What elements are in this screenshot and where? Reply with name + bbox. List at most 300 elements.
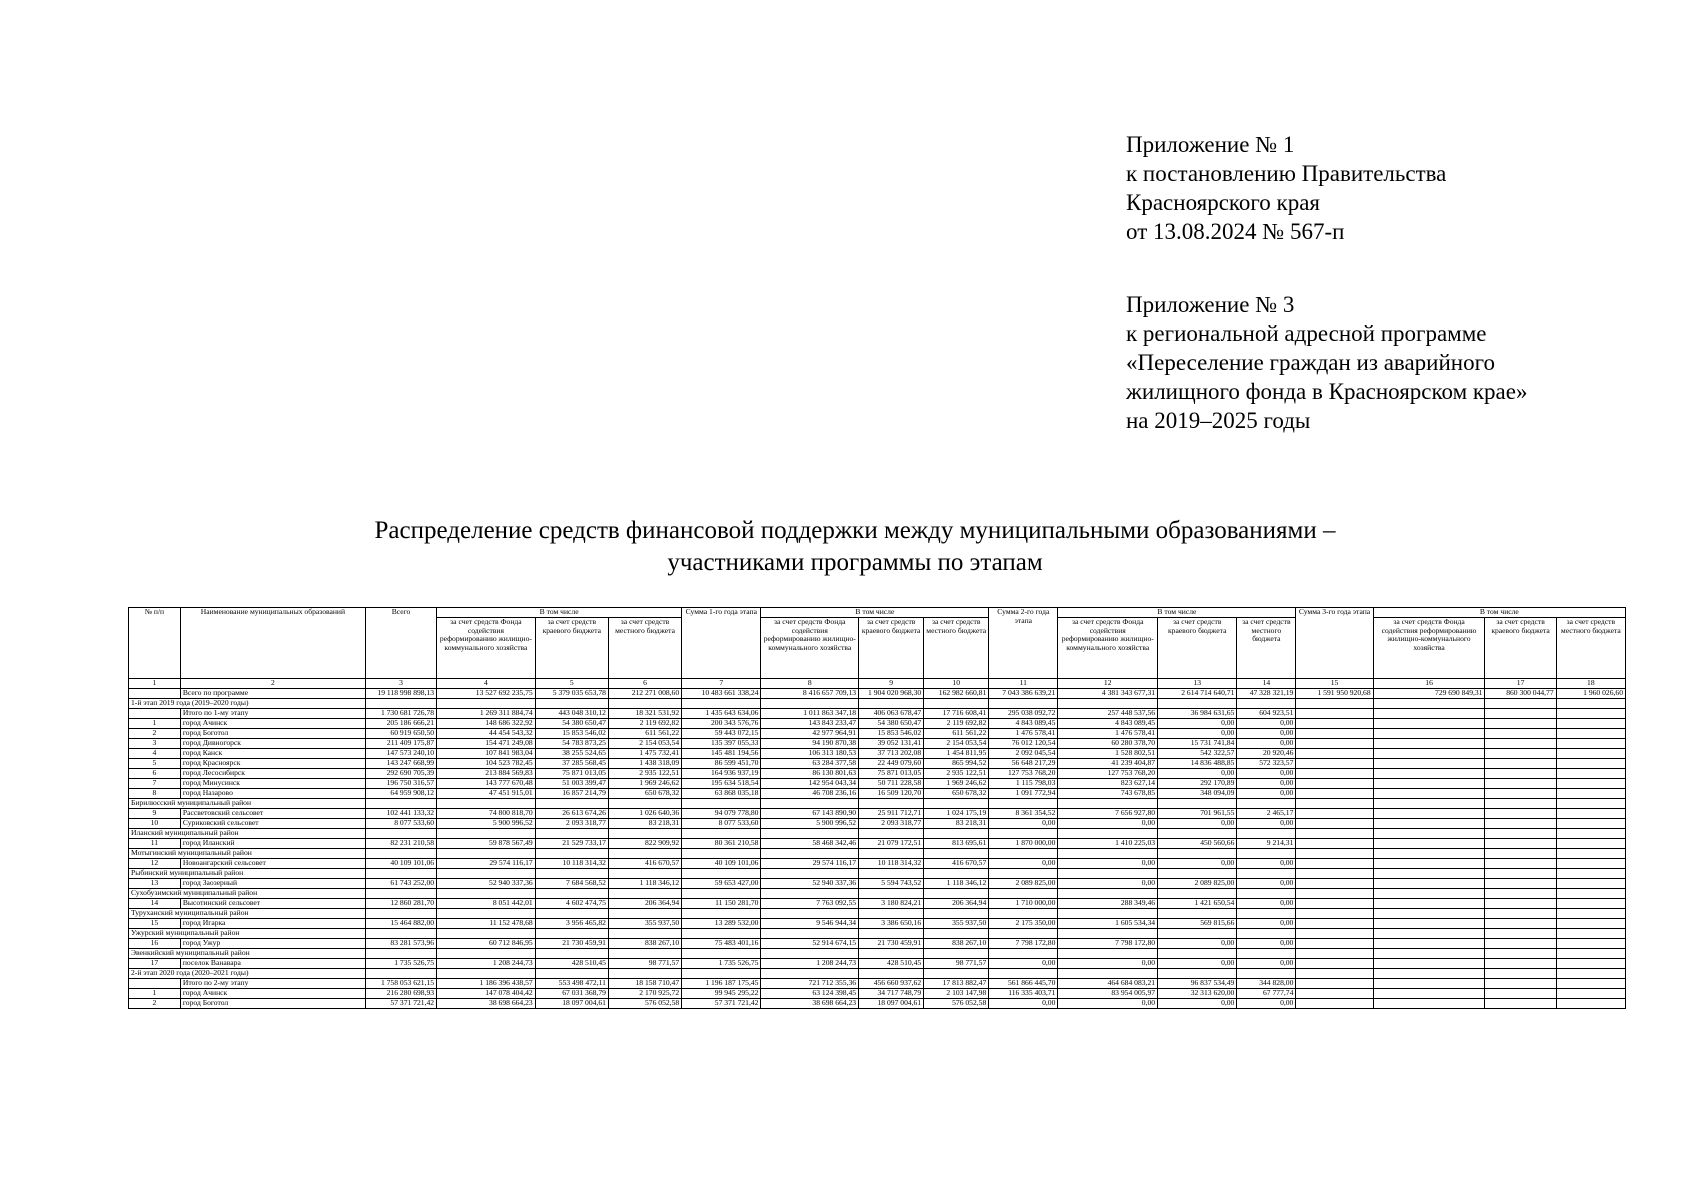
row-number: 14	[129, 898, 181, 908]
row-number: 7	[129, 778, 181, 788]
amount-cell: 0,00	[1158, 858, 1237, 868]
header-regional: за счет средств краевого бюджета	[535, 617, 608, 678]
amount-cell: 0,00	[1158, 718, 1237, 728]
empty-cell	[535, 928, 608, 938]
amount-cell: 212 271 008,60	[608, 688, 681, 698]
amount-cell: 26 613 674,26	[535, 808, 608, 818]
empty-cell	[1158, 848, 1237, 858]
section-row	[129, 698, 1626, 708]
amount-cell: 1 454 811,95	[924, 748, 989, 758]
amount-cell: 456 660 937,62	[859, 978, 924, 988]
amount-cell: 63 284 377,58	[761, 758, 859, 768]
amount-cell: 0,00	[1237, 998, 1296, 1008]
amount-cell: 823 627,14	[1058, 778, 1158, 788]
section-row	[129, 848, 1626, 858]
appendix-3-line: Приложение № 3	[1126, 292, 1295, 317]
table-row	[129, 958, 1626, 968]
amount-cell	[1296, 818, 1373, 828]
amount-cell	[1485, 708, 1556, 718]
amount-cell: 464 684 083,21	[1058, 978, 1158, 988]
amount-cell: 1 758 053 621,15	[365, 978, 436, 988]
amount-cell	[1296, 958, 1373, 968]
municipality-name: город Ачинск	[180, 988, 365, 998]
empty-cell	[1158, 908, 1237, 918]
header-stage1: Сумма 1-го года этапа	[682, 608, 761, 679]
empty-cell	[535, 968, 608, 978]
amount-cell	[1485, 958, 1556, 968]
amount-cell: 50 711 228,58	[859, 778, 924, 788]
municipality-name: город Ужур	[180, 938, 365, 948]
empty-cell	[761, 908, 859, 918]
amount-cell: 0,00	[1237, 788, 1296, 798]
empty-cell	[761, 948, 859, 958]
amount-cell: 650 678,32	[924, 788, 989, 798]
empty-cell	[437, 848, 536, 858]
amount-cell: 18 097 004,61	[859, 998, 924, 1008]
empty-cell	[989, 698, 1058, 708]
amount-cell: 355 937,50	[924, 918, 989, 928]
amount-cell	[1296, 938, 1373, 948]
amount-cell: 47 451 915,01	[437, 788, 536, 798]
empty-cell	[437, 868, 536, 878]
amount-cell: 344 828,00	[1237, 978, 1296, 988]
appendix-1-line: к постановлению Правительства	[1126, 161, 1447, 186]
amount-cell	[1373, 818, 1485, 828]
amount-cell	[1296, 988, 1373, 998]
header-fund: за счет средств Фонда содействия реформированию жилищно-коммунального хозяйства	[1058, 617, 1158, 678]
amount-cell: 650 678,32	[608, 788, 681, 798]
amount-cell: 15 464 882,00	[365, 918, 436, 928]
empty-cell	[437, 698, 536, 708]
amount-cell: 0,00	[1237, 918, 1296, 928]
amount-cell: 2 119 692,82	[608, 718, 681, 728]
amount-cell: 4 602 474,75	[535, 898, 608, 908]
municipality-name: Новоангарский сельсовет	[180, 858, 365, 868]
amount-cell	[1485, 838, 1556, 848]
amount-cell: 2 103 147,98	[924, 988, 989, 998]
empty-cell	[989, 928, 1058, 938]
table-row	[129, 998, 1626, 1008]
empty-cell	[535, 698, 608, 708]
amount-cell: 59 878 567,49	[437, 838, 536, 848]
amount-cell: 1 118 346,12	[924, 878, 989, 888]
column-number: 17	[1485, 678, 1556, 688]
column-number: 7	[682, 678, 761, 688]
amount-cell	[1556, 918, 1625, 928]
row-number: 15	[129, 918, 181, 928]
amount-cell: 7 798 172,80	[989, 938, 1058, 948]
amount-cell: 0,00	[1237, 718, 1296, 728]
amount-cell: 0,00	[1058, 958, 1158, 968]
empty-cell	[365, 828, 436, 838]
amount-cell: 0,00	[1158, 958, 1237, 968]
table-row	[129, 918, 1626, 928]
amount-cell: 1 735 526,75	[365, 958, 436, 968]
amount-cell: 40 109 101,06	[365, 858, 436, 868]
amount-cell: 54 783 873,25	[535, 738, 608, 748]
amount-cell: 428 510,45	[859, 958, 924, 968]
amount-cell: 822 909,92	[608, 838, 681, 848]
amount-cell: 40 109 101,06	[682, 858, 761, 868]
empty-cell	[859, 948, 924, 958]
empty-cell	[1058, 868, 1158, 878]
amount-cell	[1485, 938, 1556, 948]
amount-cell: 1 421 650,54	[1158, 898, 1237, 908]
column-number: 2	[180, 678, 365, 688]
amount-cell: 4 843 089,45	[989, 718, 1058, 728]
amount-cell: 94 190 870,38	[761, 738, 859, 748]
amount-cell: 572 323,57	[1237, 758, 1296, 768]
row-number: 10	[129, 818, 181, 828]
table-row	[129, 738, 1626, 748]
amount-cell: 145 481 194,56	[682, 748, 761, 758]
amount-cell: 143 843 233,47	[761, 718, 859, 728]
empty-cell	[1058, 968, 1158, 978]
column-number: 13	[1158, 678, 1237, 688]
amount-cell	[1485, 918, 1556, 928]
empty-cell	[1058, 848, 1158, 858]
empty-cell	[365, 848, 436, 858]
amount-cell	[1556, 978, 1625, 988]
document-title	[120, 515, 1590, 579]
amount-cell: 729 690 849,31	[1373, 688, 1485, 698]
amount-cell: 83 281 573,96	[365, 938, 436, 948]
distribution-table	[128, 607, 1626, 1009]
municipality-name: город Красноярск	[180, 758, 365, 768]
amount-cell: 52 914 674,15	[761, 938, 859, 948]
appendix-3-line: жилищного фонда в Красноярском крае»	[1126, 379, 1528, 404]
amount-cell: 1 115 798,03	[989, 778, 1058, 788]
amount-cell	[1556, 808, 1625, 818]
amount-cell: 611 561,22	[608, 728, 681, 738]
section-label: Бирилюсский муниципальный район	[129, 798, 366, 808]
amount-cell	[1485, 808, 1556, 818]
amount-cell: 75 871 013,05	[859, 768, 924, 778]
amount-cell: 116 335 403,71	[989, 988, 1058, 998]
empty-cell	[1237, 928, 1296, 938]
amount-cell: 11 150 281,70	[682, 898, 761, 908]
amount-cell	[1556, 838, 1625, 848]
empty-cell	[365, 928, 436, 938]
amount-cell: 59 653 427,00	[682, 878, 761, 888]
amount-cell	[1556, 708, 1625, 718]
empty-cell	[1158, 698, 1237, 708]
empty-cell	[365, 968, 436, 978]
column-number: 8	[761, 678, 859, 688]
municipality-name: Всего по программе	[180, 688, 365, 698]
amount-cell: 21 079 172,51	[859, 838, 924, 848]
amount-cell	[1556, 958, 1625, 968]
row-number: 8	[129, 788, 181, 798]
empty-cell	[682, 798, 761, 808]
empty-cell	[365, 868, 436, 878]
table-row	[129, 938, 1626, 948]
row-number: 9	[129, 808, 181, 818]
amount-cell: 82 231 210,58	[365, 838, 436, 848]
amount-cell	[1556, 938, 1625, 948]
amount-cell: 14 836 488,85	[1158, 758, 1237, 768]
amount-cell	[1373, 898, 1485, 908]
empty-cell	[437, 948, 536, 958]
empty-cell	[1556, 908, 1625, 918]
amount-cell: 42 977 964,91	[761, 728, 859, 738]
amount-cell: 1 969 246,62	[608, 778, 681, 788]
empty-cell	[859, 798, 924, 808]
empty-cell	[608, 698, 681, 708]
amount-cell: 10 118 314,32	[535, 858, 608, 868]
row-number: 17	[129, 958, 181, 968]
amount-cell: 1 528 802,51	[1058, 748, 1158, 758]
amount-cell: 2 935 122,51	[608, 768, 681, 778]
amount-cell: 102 441 133,32	[365, 808, 436, 818]
amount-cell: 7 684 568,52	[535, 878, 608, 888]
amount-cell: 1 269 311 884,74	[437, 708, 536, 718]
amount-cell: 7 043 386 639,21	[989, 688, 1058, 698]
amount-cell: 15 731 741,84	[1158, 738, 1237, 748]
amount-cell: 206 364,94	[924, 898, 989, 908]
amount-cell	[1296, 718, 1373, 728]
empty-cell	[1237, 968, 1296, 978]
amount-cell: 200 343 576,76	[682, 718, 761, 728]
amount-cell: 416 670,57	[608, 858, 681, 868]
empty-cell	[437, 888, 536, 898]
amount-cell	[1296, 778, 1373, 788]
amount-cell	[1296, 758, 1373, 768]
column-number: 4	[437, 678, 536, 688]
amount-cell	[1485, 988, 1556, 998]
amount-cell: 1 591 950 920,68	[1296, 688, 1373, 698]
amount-cell: 196 750 316,57	[365, 778, 436, 788]
empty-cell	[859, 848, 924, 858]
municipality-name: город Игарка	[180, 918, 365, 928]
amount-cell: 3 956 465,82	[535, 918, 608, 928]
empty-cell	[535, 948, 608, 958]
row-number: 3	[129, 738, 181, 748]
table-row	[129, 818, 1626, 828]
empty-cell	[1373, 828, 1485, 838]
empty-cell	[1373, 928, 1485, 938]
amount-cell	[1556, 738, 1625, 748]
table-row	[129, 778, 1626, 788]
amount-cell	[1485, 978, 1556, 988]
table-row	[129, 688, 1626, 698]
amount-cell: 2 093 318,77	[535, 818, 608, 828]
header-incl-1: В том числе	[437, 608, 682, 618]
amount-cell	[1373, 708, 1485, 718]
table-row	[129, 768, 1626, 778]
column-number: 12	[1058, 678, 1158, 688]
amount-cell: 0,00	[1058, 998, 1158, 1008]
amount-cell: 8 077 533,60	[365, 818, 436, 828]
amount-cell	[1373, 778, 1485, 788]
amount-cell: 1 091 772,94	[989, 788, 1058, 798]
amount-cell: 2 170 925,72	[608, 988, 681, 998]
empty-cell	[1058, 908, 1158, 918]
amount-cell: 0,00	[1237, 818, 1296, 828]
empty-cell	[761, 968, 859, 978]
amount-cell: 443 048 310,12	[535, 708, 608, 718]
amount-cell: 416 670,57	[924, 858, 989, 868]
amount-cell: 75 871 013,05	[535, 768, 608, 778]
empty-cell	[1237, 888, 1296, 898]
empty-cell	[1373, 848, 1485, 858]
amount-cell: 292 170,89	[1158, 778, 1237, 788]
amount-cell	[1485, 818, 1556, 828]
empty-cell	[1556, 968, 1625, 978]
amount-cell	[1485, 758, 1556, 768]
empty-cell	[437, 828, 536, 838]
amount-cell: 838 267,10	[608, 938, 681, 948]
amount-cell: 576 052,58	[924, 998, 989, 1008]
amount-cell: 57 371 721,42	[365, 998, 436, 1008]
amount-cell: 542 322,57	[1158, 748, 1237, 758]
municipality-name: город Боготол	[180, 998, 365, 1008]
table-row	[129, 788, 1626, 798]
section-row	[129, 828, 1626, 838]
amount-cell: 257 448 537,56	[1058, 708, 1158, 718]
municipality-name: Итого по 1-му этапу	[180, 708, 365, 718]
empty-cell	[608, 968, 681, 978]
amount-cell: 205 186 666,21	[365, 718, 436, 728]
empty-cell	[682, 868, 761, 878]
section-label: 2-й этап 2020 года (2020–2021 годы)	[129, 968, 366, 978]
amount-cell: 147 078 404,42	[437, 988, 536, 998]
empty-cell	[608, 888, 681, 898]
empty-cell	[989, 968, 1058, 978]
header-incl-4: В том числе	[1373, 608, 1625, 618]
municipality-name: Итого по 2-му этапу	[180, 978, 365, 988]
empty-cell	[437, 908, 536, 918]
empty-cell	[1485, 928, 1556, 938]
municipality-name: город Назарово	[180, 788, 365, 798]
amount-cell: 127 753 768,20	[989, 768, 1058, 778]
amount-cell: 46 708 236,16	[761, 788, 859, 798]
amount-cell: 37 285 568,45	[535, 758, 608, 768]
column-number: 5	[535, 678, 608, 688]
amount-cell: 213 884 569,83	[437, 768, 536, 778]
column-number: 16	[1373, 678, 1485, 688]
empty-cell	[682, 908, 761, 918]
amount-cell: 1 735 526,75	[682, 958, 761, 968]
empty-cell	[1237, 868, 1296, 878]
amount-cell	[1373, 768, 1485, 778]
amount-cell: 8 416 657 709,13	[761, 688, 859, 698]
column-number: 14	[1237, 678, 1296, 688]
empty-cell	[1485, 848, 1556, 858]
empty-cell	[608, 848, 681, 858]
empty-cell	[761, 888, 859, 898]
amount-cell: 2 093 318,77	[859, 818, 924, 828]
empty-cell	[859, 828, 924, 838]
empty-cell	[989, 848, 1058, 858]
empty-cell	[1485, 798, 1556, 808]
section-row	[129, 968, 1626, 978]
amount-cell: 10 118 314,32	[859, 858, 924, 868]
row-number: 2	[129, 998, 181, 1008]
amount-cell: 57 371 721,42	[682, 998, 761, 1008]
amount-cell	[1485, 718, 1556, 728]
amount-cell: 13 527 692 235,75	[437, 688, 536, 698]
empty-cell	[682, 968, 761, 978]
appendix-3-line: к региональной адресной программе	[1126, 321, 1487, 346]
amount-cell: 406 063 678,47	[859, 708, 924, 718]
municipality-name: город Дивногорск	[180, 738, 365, 748]
empty-cell	[989, 828, 1058, 838]
amount-cell: 41 239 404,87	[1058, 758, 1158, 768]
amount-cell: 18 321 531,92	[608, 708, 681, 718]
municipality-name: город Канск	[180, 748, 365, 758]
document-title-line: Распределение средств финансовой поддержки между муниципальными образованиями –	[374, 517, 1336, 544]
amount-cell: 1 024 175,19	[924, 808, 989, 818]
table-row	[129, 748, 1626, 758]
section-row	[129, 888, 1626, 898]
amount-cell: 21 730 459,91	[859, 938, 924, 948]
amount-cell: 4 381 343 677,31	[1058, 688, 1158, 698]
amount-cell: 0,00	[989, 958, 1058, 968]
appendix-1-line: Приложение № 1	[1126, 132, 1295, 157]
table-row	[129, 898, 1626, 908]
empty-cell	[924, 908, 989, 918]
empty-cell	[1485, 698, 1556, 708]
header-stage2: Сумма 2-го года этапа	[989, 608, 1058, 679]
row-number: 2	[129, 728, 181, 738]
amount-cell: 11 152 478,68	[437, 918, 536, 928]
municipality-name: Высотинский сельсовет	[180, 898, 365, 908]
empty-cell	[608, 868, 681, 878]
amount-cell: 38 698 664,23	[761, 998, 859, 1008]
amount-cell: 5 900 996,52	[761, 818, 859, 828]
appendix-3-line: «Переселение граждан из аварийного	[1126, 350, 1495, 375]
empty-cell	[859, 888, 924, 898]
amount-cell	[1485, 748, 1556, 758]
amount-cell: 1 904 020 968,30	[859, 688, 924, 698]
row-number	[129, 708, 181, 718]
amount-cell: 569 815,66	[1158, 918, 1237, 928]
amount-cell: 1 960 026,60	[1556, 688, 1625, 698]
amount-cell: 39 052 131,41	[859, 738, 924, 748]
amount-cell: 104 523 782,45	[437, 758, 536, 768]
empty-cell	[535, 848, 608, 858]
amount-cell: 8 051 442,01	[437, 898, 536, 908]
section-row	[129, 948, 1626, 958]
empty-cell	[1296, 698, 1373, 708]
empty-cell	[1556, 798, 1625, 808]
amount-cell	[1373, 978, 1485, 988]
header-local: за счет средств местного бюджета	[1556, 617, 1625, 678]
empty-cell	[1485, 908, 1556, 918]
amount-cell: 9 546 944,34	[761, 918, 859, 928]
amount-cell: 1 118 346,12	[608, 878, 681, 888]
amount-cell	[1485, 788, 1556, 798]
amount-cell: 2 154 053,54	[608, 738, 681, 748]
amount-cell: 5 594 743,52	[859, 878, 924, 888]
empty-cell	[608, 928, 681, 938]
amount-cell	[1296, 768, 1373, 778]
section-label: Эвенкийский муниципальный район	[129, 948, 366, 958]
empty-cell	[437, 928, 536, 938]
amount-cell: 47 328 321,19	[1237, 688, 1296, 698]
amount-cell: 0,00	[1158, 768, 1237, 778]
empty-cell	[365, 698, 436, 708]
section-row	[129, 908, 1626, 918]
empty-cell	[535, 888, 608, 898]
empty-cell	[608, 798, 681, 808]
amount-cell: 2 089 825,00	[989, 878, 1058, 888]
amount-cell: 2 465,17	[1237, 808, 1296, 818]
municipality-name: город Заозерный	[180, 878, 365, 888]
row-number: 1	[129, 988, 181, 998]
empty-cell	[924, 848, 989, 858]
